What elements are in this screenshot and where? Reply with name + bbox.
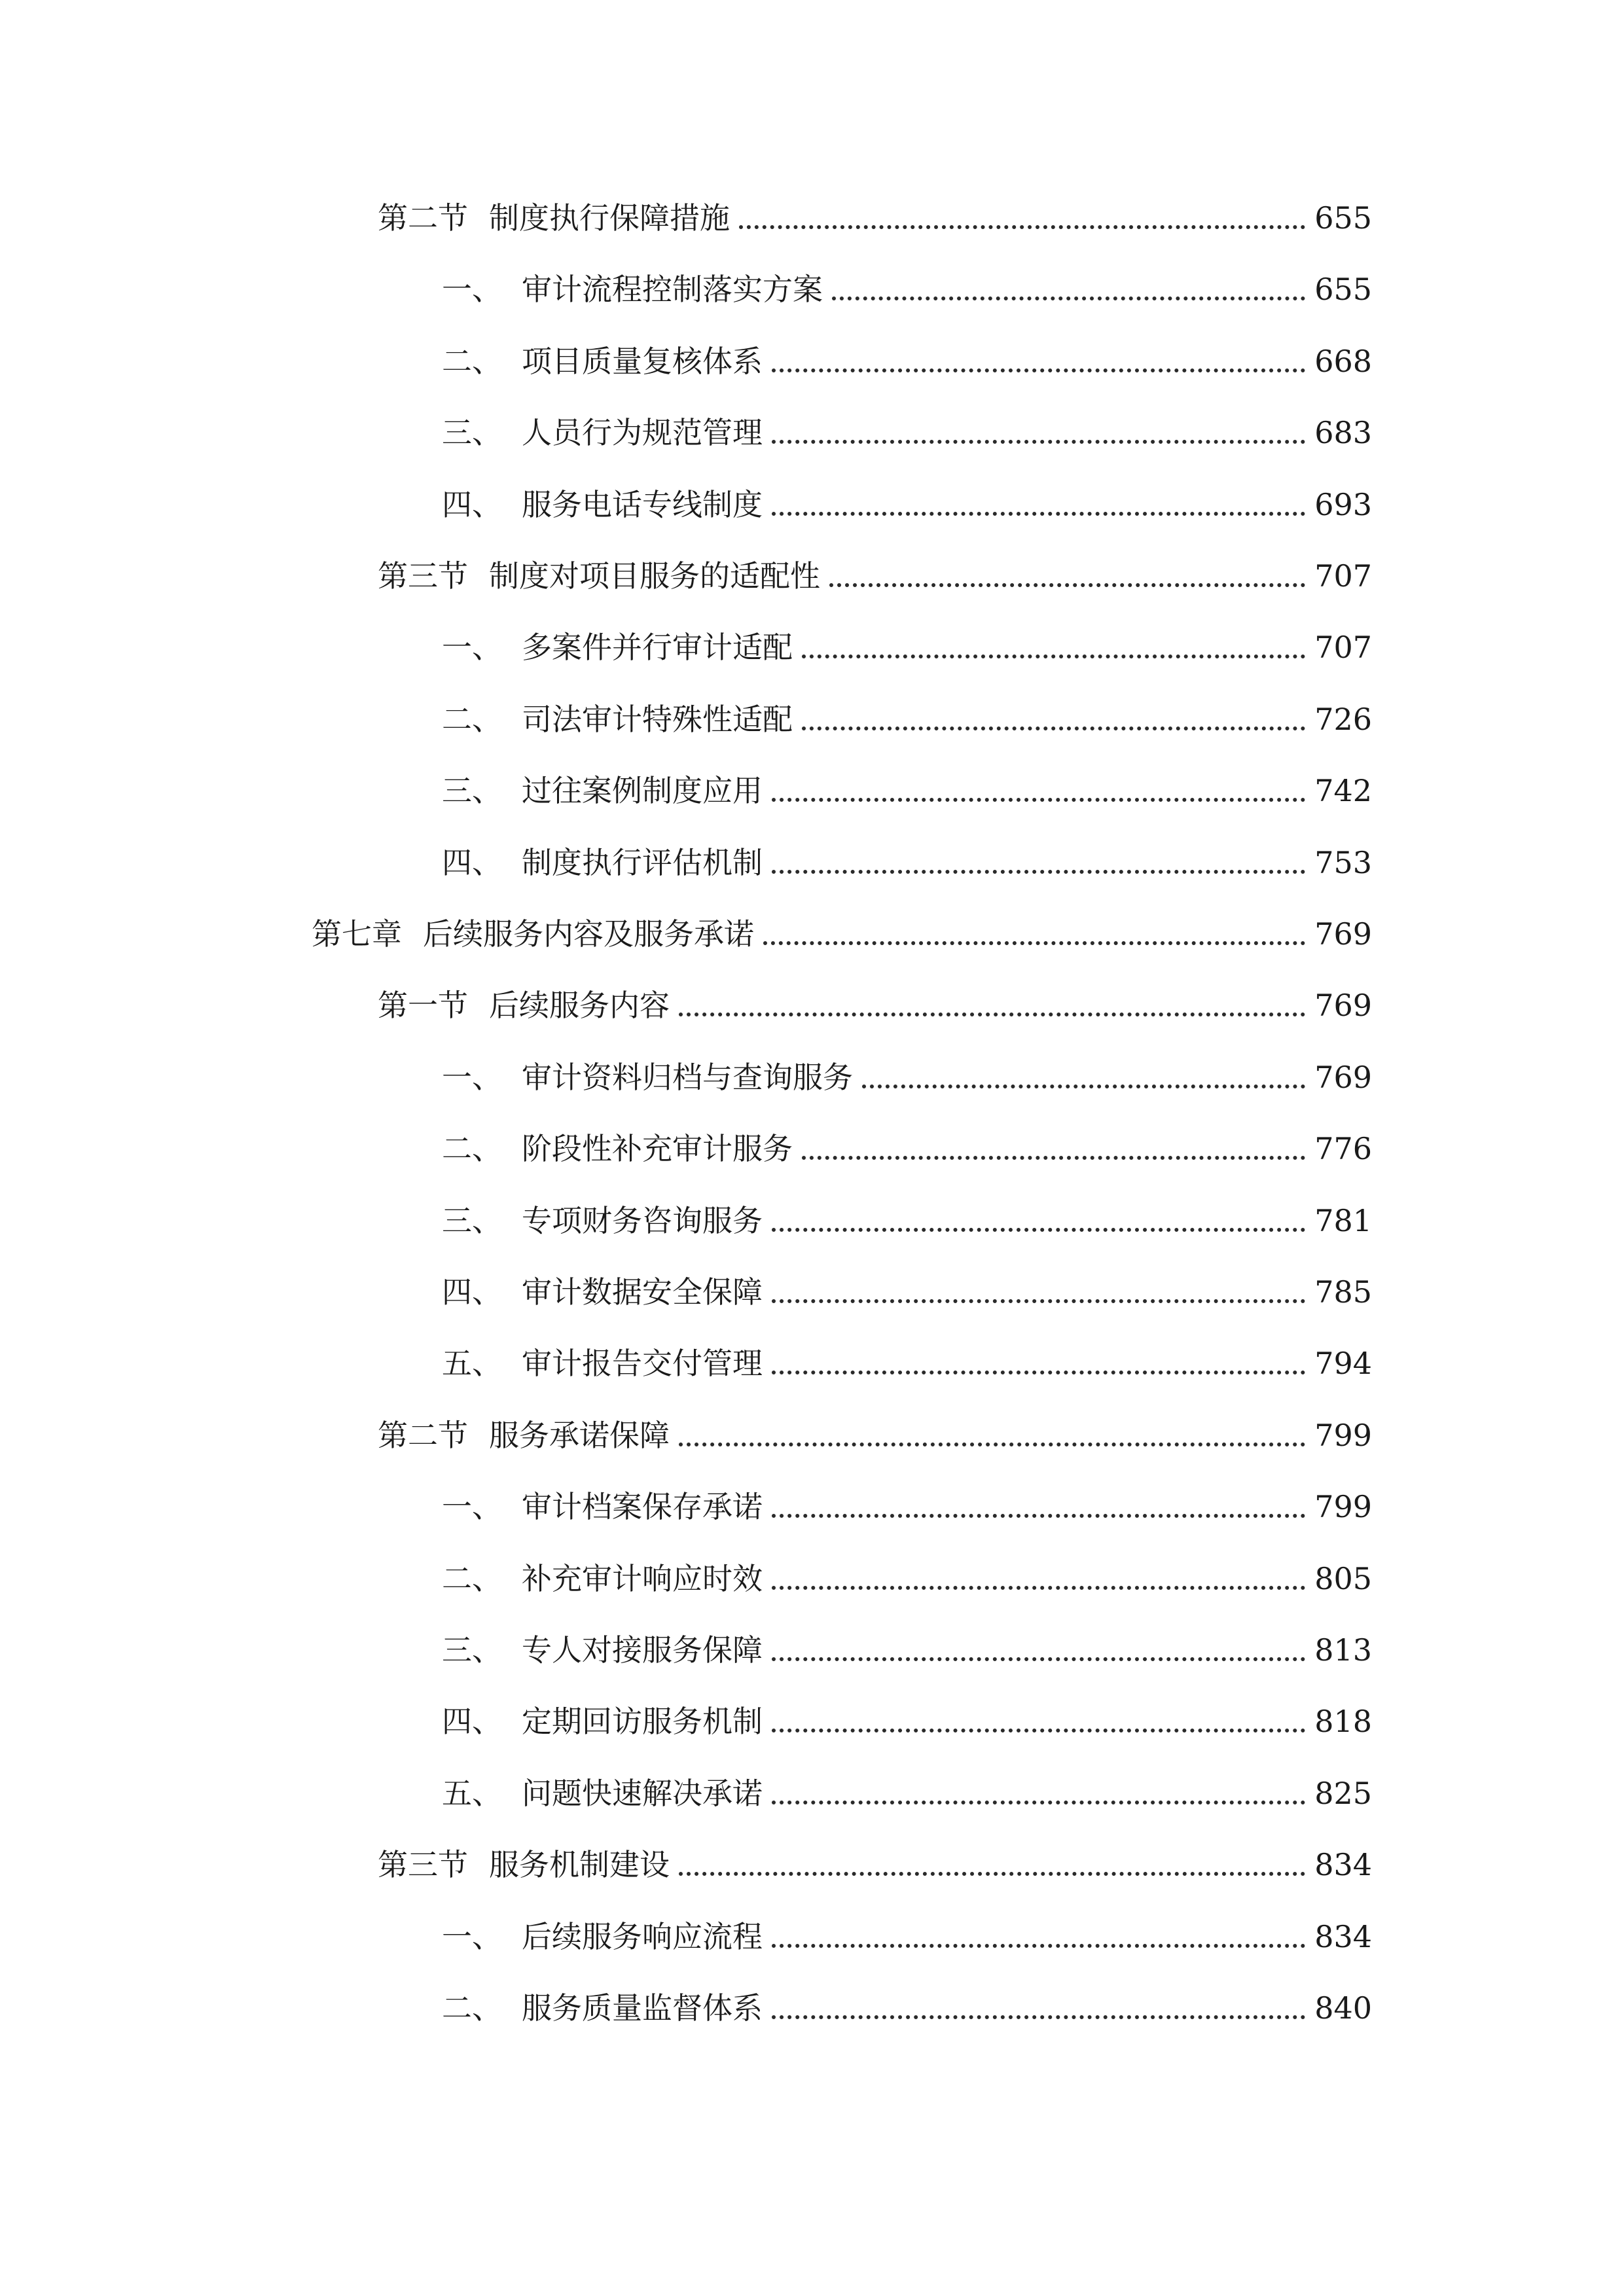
toc-entry[interactable]: [442, 1690, 1372, 1753]
toc-entry-title: 服务承诺保障: [489, 1418, 670, 1453]
toc-entry-page: 840: [1314, 1990, 1372, 2026]
toc-entry[interactable]: [442, 831, 1372, 894]
toc-entry-title: 多案件并行审计适配: [522, 630, 793, 665]
toc-entry-number: 第一节: [378, 988, 468, 1023]
toc-entry-title: 后续服务内容及服务承诺: [423, 916, 754, 952]
toc-entry-title: 审计资料归档与查询服务: [522, 1060, 853, 1095]
toc-entry-title: 问题快速解决承诺: [522, 1776, 763, 1811]
toc-entry-number: 二、: [442, 1990, 502, 2026]
toc-entry-number: 一、: [442, 630, 502, 665]
toc-entry[interactable]: [442, 1261, 1372, 1323]
toc-entry-number: 一、: [442, 1919, 502, 1954]
toc-entry-title: 后续服务响应流程: [522, 1919, 763, 1954]
toc-entry-page: 683: [1314, 415, 1372, 450]
dot-leader: [772, 1586, 1305, 1590]
dot-leader: [802, 655, 1305, 658]
toc-entry-page: 813: [1314, 1632, 1372, 1668]
toc-entry-page: 769: [1314, 1060, 1372, 1095]
toc-entry-title: 服务质量监督体系: [522, 1990, 763, 2026]
toc-entry[interactable]: [442, 1117, 1372, 1180]
toc-entry-page: 799: [1314, 1489, 1372, 1524]
toc-entry-title: 审计报告交付管理: [522, 1346, 763, 1381]
toc-entry-title: 补充审计响应时效: [522, 1561, 763, 1596]
toc-entry[interactable]: [442, 759, 1372, 822]
toc-entry-page: 769: [1314, 916, 1372, 952]
toc-entry[interactable]: [442, 616, 1372, 679]
toc-entry-title: 服务电话专线制度: [522, 487, 763, 522]
toc-entry-title: 服务机制建设: [489, 1847, 670, 1882]
toc-entry[interactable]: [442, 330, 1372, 393]
toc-entry-page: 805: [1314, 1561, 1372, 1596]
toc-entry-number: 五、: [442, 1346, 502, 1381]
toc-entry-page: 668: [1314, 344, 1372, 379]
toc-entry[interactable]: [442, 1619, 1372, 1681]
toc-entry[interactable]: [312, 903, 1372, 965]
dot-leader: [772, 798, 1305, 802]
toc-entry[interactable]: [442, 1905, 1372, 1968]
toc-entry-page: 693: [1314, 487, 1372, 522]
toc-entry-title: 司法审计特殊性适配: [522, 702, 793, 737]
toc-entry[interactable]: [442, 1189, 1372, 1252]
toc-entry-title: 审计数据安全保障: [522, 1274, 763, 1310]
toc-entry-page: 655: [1314, 272, 1372, 307]
toc-entry[interactable]: [442, 1475, 1372, 1538]
toc-entry-title: 阶段性补充审计服务: [522, 1131, 793, 1166]
toc-entry-number: 第二节: [378, 1418, 468, 1453]
dot-leader: [679, 1013, 1305, 1016]
toc-entry-number: 第三节: [378, 558, 468, 594]
toc-entry[interactable]: [378, 545, 1372, 607]
toc-entry-number: 五、: [442, 1776, 502, 1811]
toc-entry-number: 二、: [442, 1131, 502, 1166]
toc-entry-page: 753: [1314, 845, 1372, 880]
toc-entry[interactable]: [378, 1404, 1372, 1467]
toc-entry-title: 项目质量复核体系: [522, 344, 763, 379]
toc-entry-number: 四、: [442, 487, 502, 522]
toc-entry-page: 769: [1314, 988, 1372, 1023]
toc-entry-title: 定期回访服务机制: [522, 1704, 763, 1739]
toc-entry-number: 四、: [442, 1704, 502, 1739]
toc-entry-title: 制度执行评估机制: [522, 845, 763, 880]
toc-entry-page: 825: [1314, 1776, 1372, 1811]
toc-entry-number: 三、: [442, 773, 502, 808]
dot-leader: [772, 1729, 1305, 1732]
toc-entry-number: 三、: [442, 415, 502, 450]
toc-entry-title: 专人对接服务保障: [522, 1632, 763, 1668]
toc-entry-page: 785: [1314, 1274, 1372, 1310]
dot-leader: [802, 726, 1305, 730]
toc-entry-title: 制度执行保障措施: [489, 200, 730, 236]
dot-leader: [772, 440, 1305, 444]
toc-entry-number: 第七章: [312, 916, 402, 952]
toc-entry-page: 655: [1314, 200, 1372, 236]
toc-entry[interactable]: [378, 1833, 1372, 1896]
toc-entry[interactable]: [442, 1332, 1372, 1395]
dot-leader: [772, 1657, 1305, 1661]
toc-entry-number: 三、: [442, 1632, 502, 1668]
toc-entry-page: 726: [1314, 702, 1372, 737]
dot-leader: [772, 1299, 1305, 1303]
toc-entry-number: 二、: [442, 1561, 502, 1596]
toc-entry-number: 一、: [442, 272, 502, 307]
toc-entry[interactable]: [442, 688, 1372, 751]
toc-entry[interactable]: [442, 1547, 1372, 1610]
toc-entry[interactable]: [442, 401, 1372, 464]
toc-entry-title: 专项财务咨询服务: [522, 1203, 763, 1238]
dot-leader: [832, 296, 1305, 300]
dot-leader: [802, 1156, 1305, 1160]
toc-entry-title: 人员行为规范管理: [522, 415, 763, 450]
dot-leader: [772, 1371, 1305, 1374]
toc-entry[interactable]: [378, 974, 1372, 1037]
toc-entry-number: 一、: [442, 1060, 502, 1095]
toc-entry-number: 二、: [442, 344, 502, 379]
toc-entry-title: 过往案例制度应用: [522, 773, 763, 808]
dot-leader: [772, 1801, 1305, 1804]
toc-entry-title: 后续服务内容: [489, 988, 670, 1023]
dot-leader: [772, 1514, 1305, 1518]
toc-entry-page: 818: [1314, 1704, 1372, 1739]
toc-entry-title: 审计档案保存承诺: [522, 1489, 763, 1524]
toc-entry-page: 834: [1314, 1919, 1372, 1954]
toc-entry[interactable]: [442, 258, 1372, 321]
toc-entry-page: 707: [1314, 558, 1372, 594]
toc-entry-page: 742: [1314, 773, 1372, 808]
dot-leader: [679, 1872, 1305, 1876]
toc-entry-number: 二、: [442, 702, 502, 737]
dot-leader: [772, 2015, 1305, 2019]
dot-leader: [772, 512, 1305, 516]
dot-leader: [772, 1944, 1305, 1948]
toc-entry-number: 一、: [442, 1489, 502, 1524]
dot-leader: [862, 1085, 1305, 1088]
toc-entry-number: 第二节: [378, 200, 468, 236]
toc-entry-number: 三、: [442, 1203, 502, 1238]
toc-entry-title: 制度对项目服务的适配性: [489, 558, 820, 594]
dot-leader: [679, 1443, 1305, 1446]
toc-entry[interactable]: [442, 1977, 1372, 2039]
dot-leader: [772, 870, 1305, 874]
toc-entry[interactable]: [442, 1762, 1372, 1825]
toc-entry-page: 794: [1314, 1346, 1372, 1381]
toc-entry-number: 第三节: [378, 1847, 468, 1882]
toc-entry-page: 834: [1314, 1847, 1372, 1882]
toc-entry-number: 四、: [442, 845, 502, 880]
toc-entry-page: 707: [1314, 630, 1372, 665]
dot-leader: [763, 941, 1305, 945]
toc-entry[interactable]: [442, 1046, 1372, 1109]
dot-leader: [829, 583, 1305, 587]
dot-leader: [739, 225, 1305, 229]
toc-entry-page: 776: [1314, 1131, 1372, 1166]
toc-entry-title: 审计流程控制落实方案: [522, 272, 823, 307]
toc-entry-page: 799: [1314, 1418, 1372, 1453]
toc-entry[interactable]: [442, 473, 1372, 536]
dot-leader: [772, 368, 1305, 372]
dot-leader: [772, 1228, 1305, 1232]
toc-entry[interactable]: [378, 187, 1372, 249]
toc-entry-page: 781: [1314, 1203, 1372, 1238]
toc-entry-number: 四、: [442, 1274, 502, 1310]
